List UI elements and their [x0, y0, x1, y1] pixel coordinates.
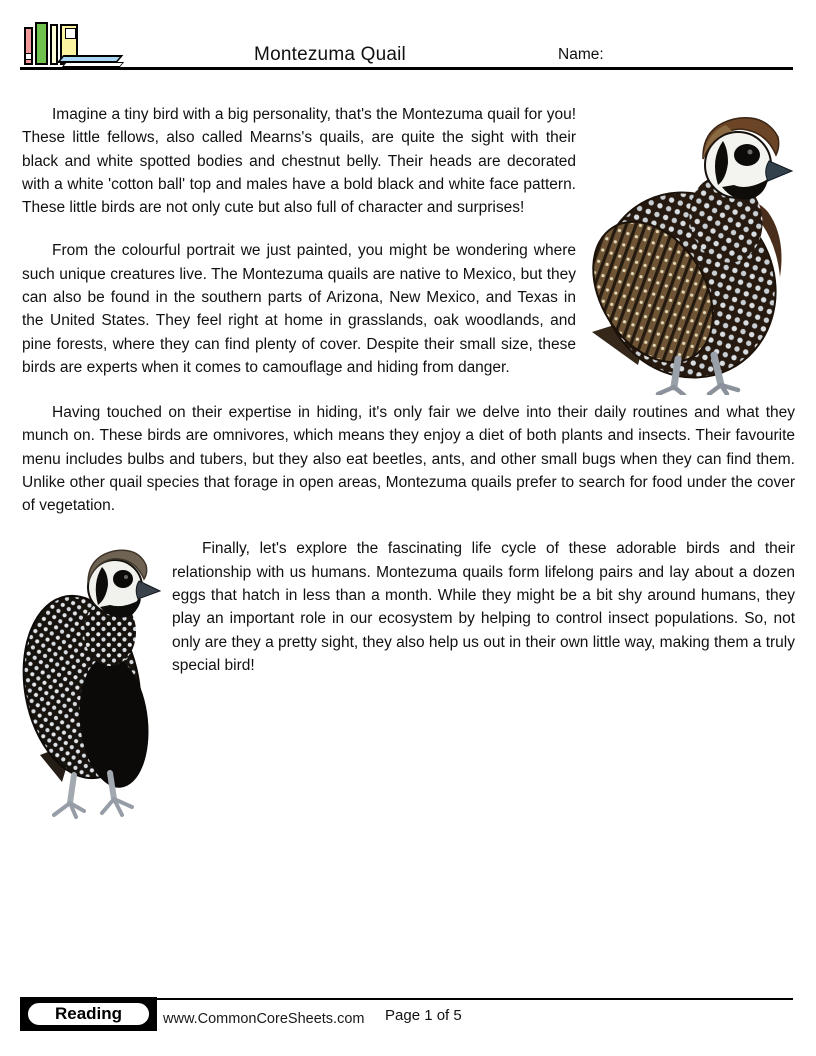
- paragraph-4: Finally, let's explore the fascinating life cycle of these adorable birds and their relationship with us humans. Montezuma quails form lifelong pairs and lay about a dozen eggs that hatch in less than a month. While they might be a bit shy around humans, they play an important role in our ecosystem by helping to control insect populations. So, not only are they a pretty sight, they also help us out in their own little way, making them a truly special bird!: [172, 540, 795, 674]
- blue-book-icon: [57, 55, 124, 63]
- header: [0, 0, 816, 70]
- header-divider: [20, 67, 793, 70]
- quail-image-top-right: [590, 107, 795, 395]
- paragraph-1: Imagine a tiny bird with a big personality, that's the Montezuma quail for you! These little fellows, also called Mearns's quails, are quite the sight with their black and white spotted bodies and chestnut belly. Their heads are decorated with a white 'cotton ball' top and males have a bold black and white face pattern. These little birds are not only cute but also full of character and surprises!: [22, 106, 576, 217]
- pink-book-icon: [24, 27, 33, 65]
- footer: [20, 997, 796, 1037]
- page-title: Montezuma Quail: [254, 44, 406, 65]
- green-book-icon: [35, 22, 48, 65]
- paragraph-2: From the colourful portrait we just painted, you might be wondering where such unique creatures live. The Montezuma quails are native to Mexico, but they can also be found in the southern parts of Arizona, New Mexico, and Texas in the United States. They feel right at home in grasslands, oak woodlands, and pine forests, where they can find plenty of cover. Despite their small size, these birds are experts when it comes to camouflage and hiding from danger.: [22, 242, 576, 376]
- reading-passage: [22, 103, 795, 828]
- quail-image-bottom-left: [22, 537, 167, 822]
- name-label: Name:: [558, 46, 604, 63]
- paragraph-3: Having touched on their expertise in hiding, it's only fair we delve into their daily routines and what they munch on. These birds are omnivores, which means they enjoy a diet of both plants and insects. Their favourite menu includes bulbs and tubers, but they also eat beetles, ants, and other small bugs when they can find them. Unlike other quail species that forage in open areas, Montezuma quails prefer to search for food under the cover of vegetation.: [22, 404, 795, 515]
- subject-badge: [20, 997, 157, 1031]
- page-number-label: Page 1 of 5: [385, 1007, 462, 1024]
- cream-book-icon: [50, 24, 58, 65]
- subject-badge-label: Reading: [26, 1001, 151, 1027]
- website-label: www.CommonCoreSheets.com: [163, 1011, 365, 1027]
- books-logo-icon: [24, 22, 124, 68]
